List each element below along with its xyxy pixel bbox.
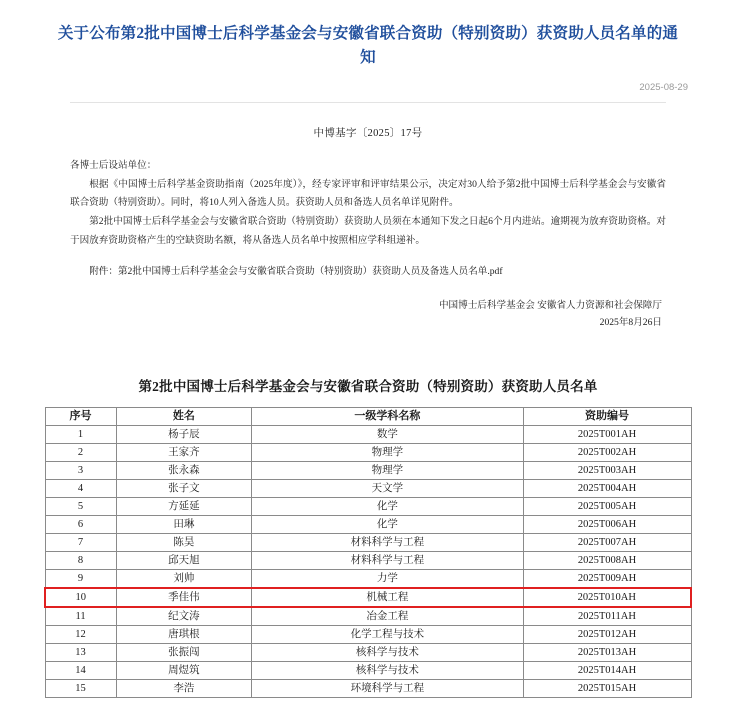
cell-discipline: 环境科学与工程: [252, 680, 523, 698]
cell-name: 张子文: [116, 480, 252, 498]
table-row: [45, 516, 691, 534]
signature-block: [46, 297, 690, 332]
cell-no: 4: [45, 480, 116, 498]
table-row: [45, 444, 691, 462]
cell-code: 2025T010AH: [523, 588, 691, 607]
table-row: [45, 626, 691, 644]
table-row: [45, 426, 691, 444]
notice-paragraph-1: 根据《中国博士后科学基金资助指南（2025年度）》，经专家评审和评审结果公示，决定对30人给予第2批中国博士后科学基金会与安徽省联合资助（特别资助）。同时，将10人列入备选人员。获资助人员和备选人员名单详见附件。: [70, 178, 666, 209]
notice-title: 关于公布第2批中国博士后科学基金会与安徽省联合资助（特别资助）获资助人员名单的通知: [57, 25, 679, 67]
recipient-table: [44, 407, 692, 698]
table-body: [45, 426, 691, 698]
cell-code: 2025T007AH: [523, 534, 691, 552]
cell-discipline: 力学: [252, 570, 523, 589]
cell-discipline: 化学工程与技术: [252, 626, 523, 644]
cell-name: 陈昊: [116, 534, 252, 552]
cell-code: 2025T005AH: [523, 498, 691, 516]
cell-name: 张永森: [116, 462, 252, 480]
cell-discipline: 物理学: [252, 444, 523, 462]
signature-date: 2025年8月26日: [599, 317, 662, 329]
divider: [70, 102, 666, 103]
cell-no: 15: [45, 680, 116, 698]
cell-code: 2025T009AH: [523, 570, 691, 589]
cell-no: 3: [45, 462, 116, 480]
table-row: [45, 588, 691, 607]
table-row: [45, 607, 691, 626]
column-header-discipline: 一级学科名称: [252, 408, 523, 426]
table-row: [45, 462, 691, 480]
cell-no: 1: [45, 426, 116, 444]
cell-no: 14: [45, 662, 116, 680]
attachment-line[interactable]: 附件：第2批中国博士后科学基金会与安徽省联合资助（特别资助）获资助人员及备选人员名单.pdf: [89, 265, 503, 277]
cell-name: 李浩: [116, 680, 252, 698]
notice-publish-date: 2025-08-29: [639, 82, 688, 94]
cell-name: 杨子辰: [116, 426, 252, 444]
table-row: [45, 570, 691, 589]
cell-code: 2025T013AH: [523, 644, 691, 662]
cell-name: 方延延: [116, 498, 252, 516]
signature-organization: 中国博士后科学基金会 安徽省人力资源和社会保障厅: [438, 299, 662, 311]
cell-no: 2: [45, 444, 116, 462]
cell-code: 2025T001AH: [523, 426, 691, 444]
table-row: [45, 680, 691, 698]
cell-discipline: 天文学: [252, 480, 523, 498]
notice-salutation: 各博士后设站单位：: [70, 160, 157, 172]
cell-discipline: 化学: [252, 516, 523, 534]
column-header-code: 资助编号: [523, 408, 691, 426]
recipient-list-section: [0, 375, 736, 698]
cell-code: 2025T002AH: [523, 444, 691, 462]
notice-paragraph-2: 第2批中国博士后科学基金会与安徽省联合资助（特别资助）获资助人员须在本通知下发之日起6个月内进站。逾期视为放弃资助资格。对于因放弃资助资格产生的空缺资助名额，将从备选人员名单中按照相应学科组递补。: [70, 216, 666, 246]
cell-no: 12: [45, 626, 116, 644]
table-row: [45, 552, 691, 570]
cell-discipline: 机械工程: [252, 588, 523, 607]
cell-no: 10: [45, 588, 116, 607]
table-title: 第2批中国博士后科学基金会与安徽省联合资助（特别资助）获资助人员名单: [138, 379, 598, 395]
cell-discipline: 冶金工程: [252, 607, 523, 626]
cell-code: 2025T003AH: [523, 462, 691, 480]
cell-name: 刘帅: [116, 570, 252, 589]
cell-code: 2025T006AH: [523, 516, 691, 534]
notice-block: [0, 0, 736, 331]
cell-name: 邱天旭: [116, 552, 252, 570]
cell-name: 田琳: [116, 516, 252, 534]
cell-discipline: 化学: [252, 498, 523, 516]
cell-code: 2025T012AH: [523, 626, 691, 644]
cell-code: 2025T011AH: [523, 607, 691, 626]
cell-no: 13: [45, 644, 116, 662]
column-header-name: 姓名: [116, 408, 252, 426]
cell-no: 6: [45, 516, 116, 534]
table-row: [45, 480, 691, 498]
cell-name: 周煜筑: [116, 662, 252, 680]
cell-no: 11: [45, 607, 116, 626]
cell-name: 季佳伟: [116, 588, 252, 607]
cell-discipline: 核科学与技术: [252, 644, 523, 662]
table-row: [45, 644, 691, 662]
cell-discipline: 材料科学与工程: [252, 534, 523, 552]
cell-discipline: 核科学与技术: [252, 662, 523, 680]
table-header-row: [45, 408, 691, 426]
cell-discipline: 材料科学与工程: [252, 552, 523, 570]
cell-no: 8: [45, 552, 116, 570]
cell-name: 张振闯: [116, 644, 252, 662]
cell-name: 唐琪根: [116, 626, 252, 644]
table-row: [45, 662, 691, 680]
cell-discipline: 数学: [252, 426, 523, 444]
cell-code: 2025T014AH: [523, 662, 691, 680]
cell-name: 纪文涛: [116, 607, 252, 626]
cell-no: 5: [45, 498, 116, 516]
column-header-no: 序号: [45, 408, 116, 426]
cell-code: 2025T008AH: [523, 552, 691, 570]
document-number: 中博基字〔2025〕17号: [313, 128, 423, 140]
cell-code: 2025T004AH: [523, 480, 691, 498]
table-row: [45, 534, 691, 552]
cell-no: 9: [45, 570, 116, 589]
cell-no: 7: [45, 534, 116, 552]
cell-code: 2025T015AH: [523, 680, 691, 698]
notice-body: [46, 157, 690, 281]
cell-name: 王家齐: [116, 444, 252, 462]
table-row: [45, 498, 691, 516]
cell-discipline: 物理学: [252, 462, 523, 480]
